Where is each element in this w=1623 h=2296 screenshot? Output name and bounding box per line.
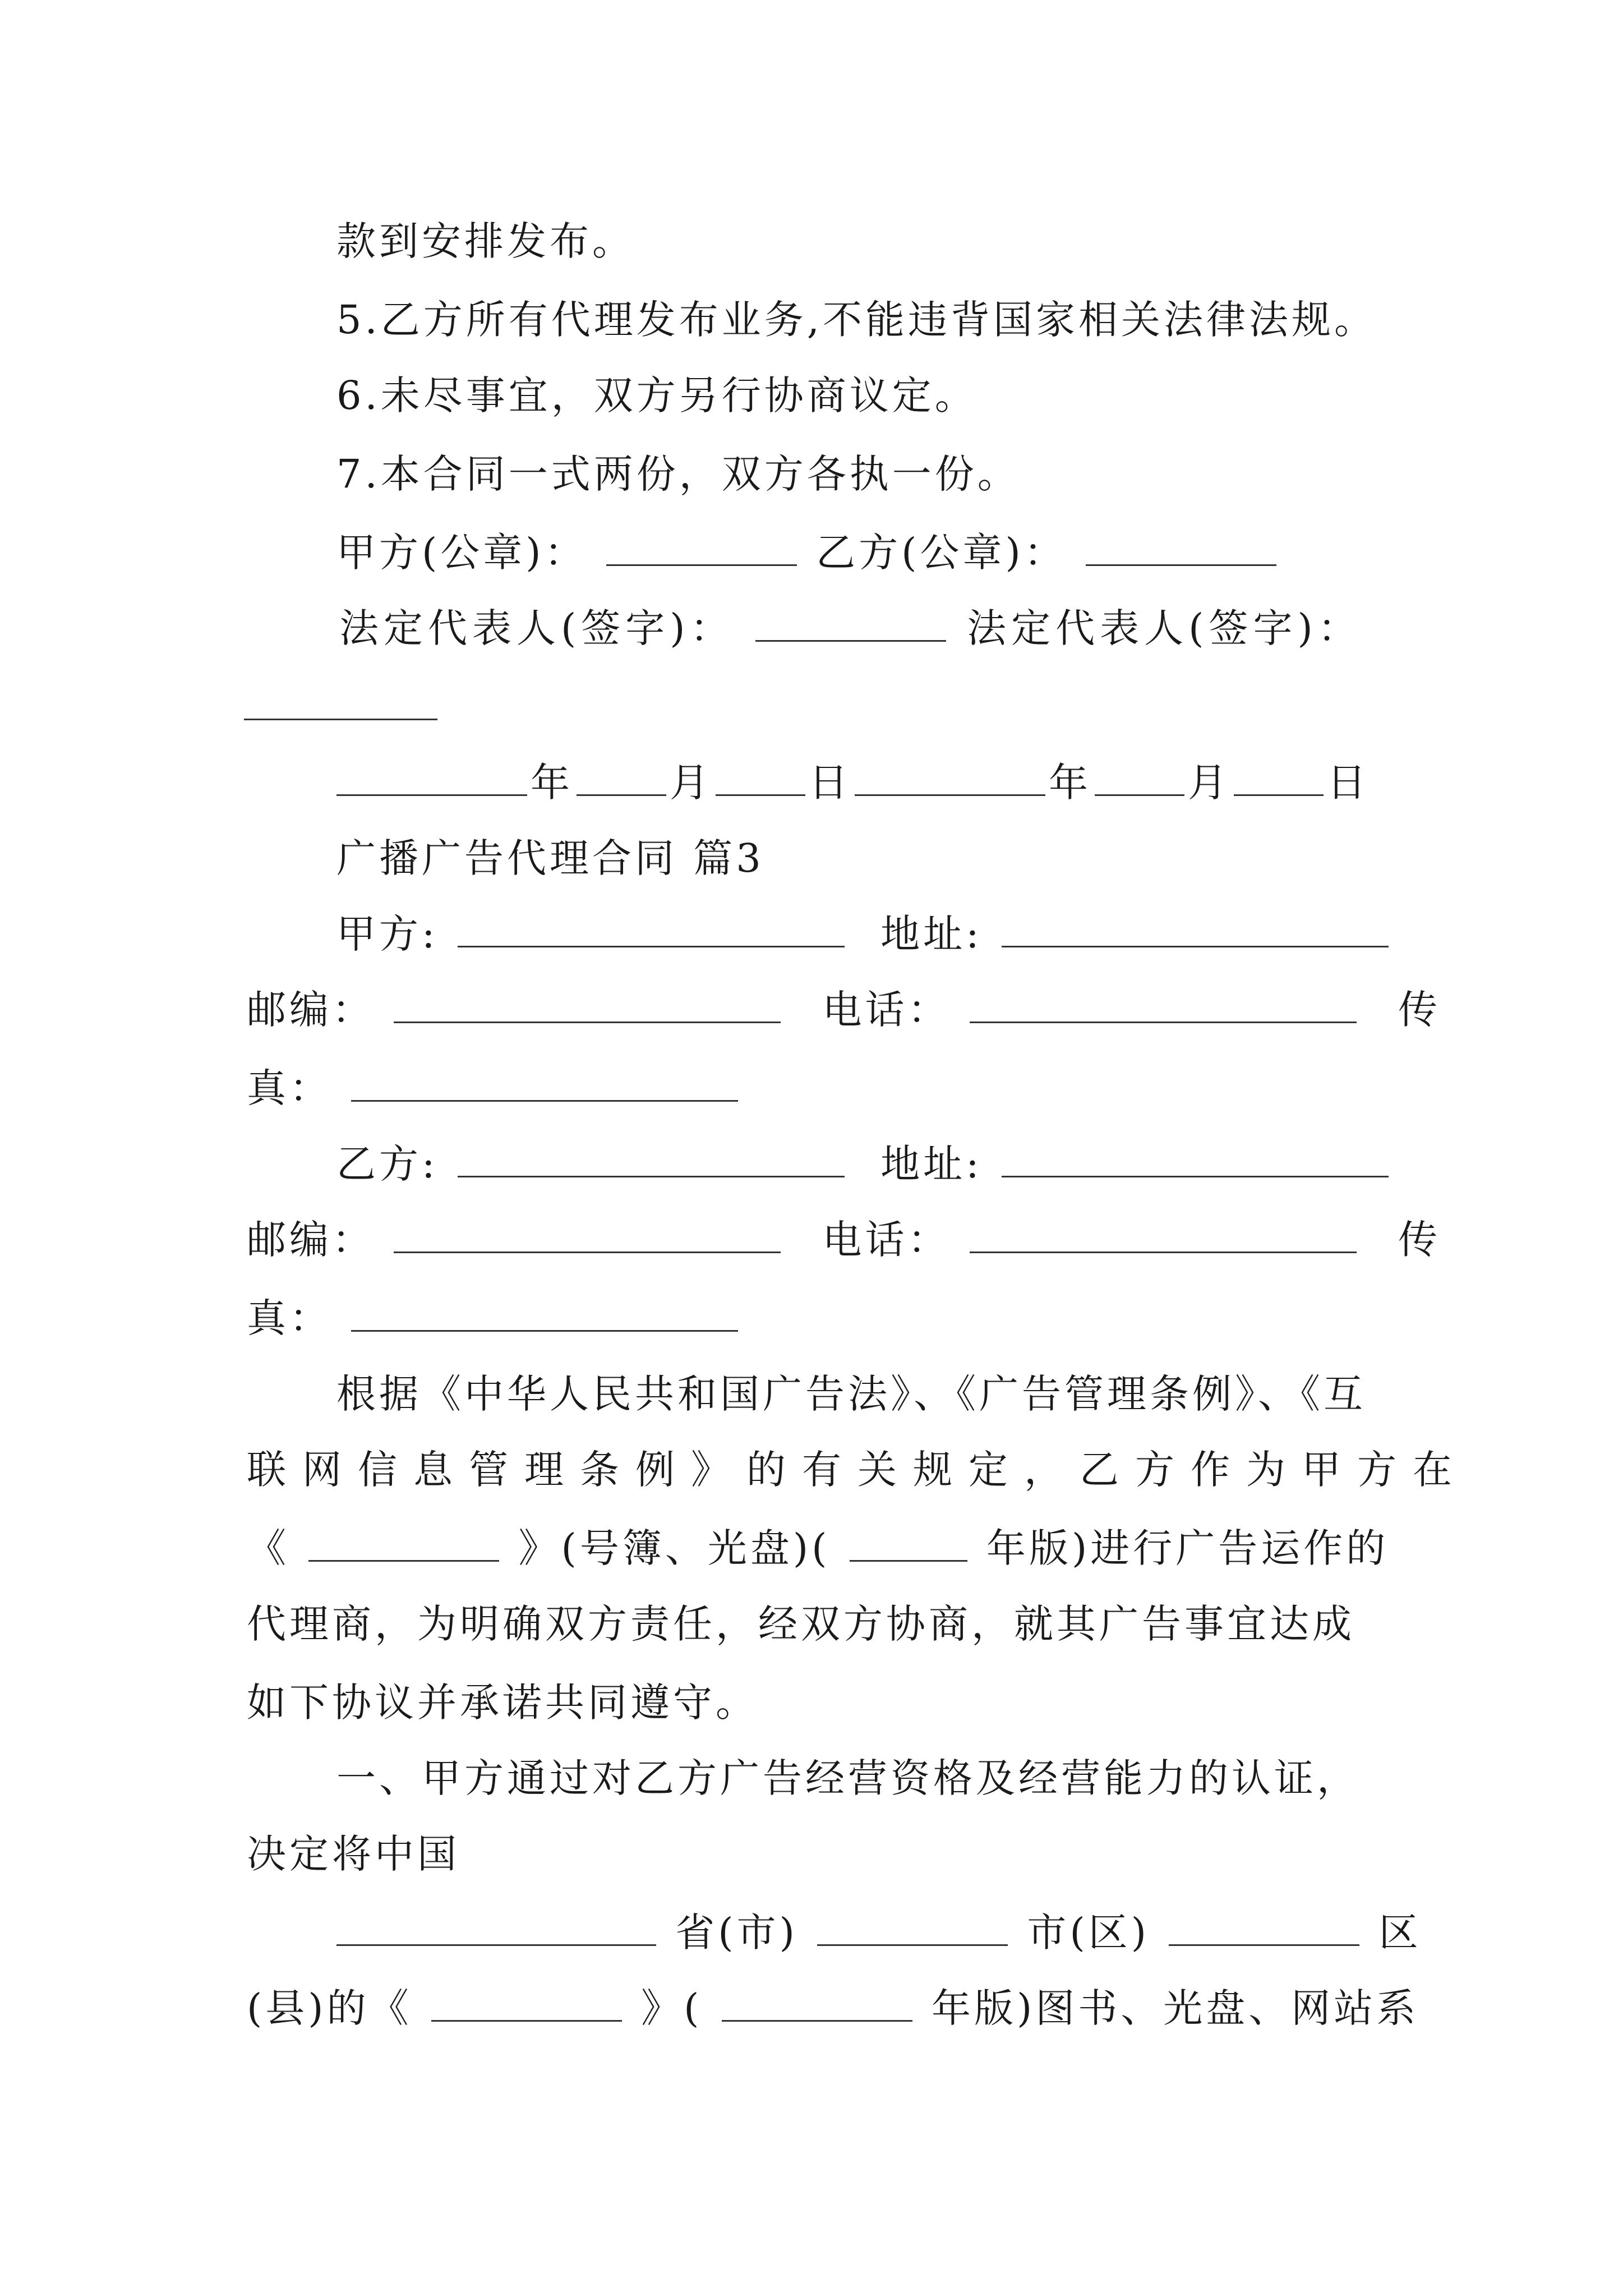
para1-line3	[247, 1520, 1389, 1576]
para1-text-3c: 年版)进行广告运作的	[986, 1525, 1389, 1571]
line-4	[336, 446, 1020, 502]
party-b-fax-line	[247, 1290, 741, 1346]
day-blank-b	[1234, 761, 1324, 796]
district-label: 区	[1378, 1910, 1422, 1955]
party-a-seal-blank	[606, 531, 797, 566]
para1-line2	[247, 1442, 1468, 1498]
year-label-a: 年	[531, 760, 573, 806]
party-b-rep-label: 法定代表人(签字)：	[967, 605, 1362, 651]
party-a-address-blank	[1002, 912, 1389, 947]
party-a-name-blank	[458, 912, 845, 947]
party-b-address-label: 地址:	[880, 1141, 983, 1187]
party-b-tel-label: 电话：	[822, 1217, 951, 1263]
party-a-fax-line	[247, 1060, 741, 1116]
section-title	[336, 830, 764, 886]
party-b-seal-blank	[1086, 531, 1276, 566]
party-b-label: 乙方:	[336, 1141, 439, 1187]
para1-text-5: 如下协议并承诺共同遵守。	[247, 1680, 758, 1726]
day-blank-a	[716, 761, 805, 796]
year-blank-b	[855, 761, 1045, 796]
party-b-contact-line	[247, 1212, 1441, 1268]
text-line-3: 6.未尽事宜，双方另行协商议定。	[336, 372, 978, 418]
year-label-b: 年	[1049, 760, 1091, 806]
para2-text-1: 一、甲方通过对乙方广告经营资格及经营能力的认证，	[336, 1755, 1359, 1801]
year-blank-a	[336, 761, 527, 796]
district-blank	[1169, 1911, 1359, 1946]
para1-text-2: 联网信息管理条例》的有关规定，乙方作为甲方在	[247, 1447, 1468, 1493]
party-a-zip-blank	[394, 988, 781, 1023]
month-label-b: 月	[1188, 760, 1230, 806]
party-b-fax-label-1: 传	[1398, 1217, 1441, 1263]
province-label: 省(市)	[675, 1910, 798, 1955]
party-a-fax-label-2: 真：	[247, 1065, 332, 1111]
day-label-b: 日	[1327, 760, 1370, 806]
para2-text-2: 决定将中国	[247, 1831, 460, 1877]
para2-line2	[247, 1826, 460, 1882]
party-a-seal-label: 甲方(公章)：	[336, 530, 587, 576]
line-3	[336, 367, 978, 424]
para1-line5	[247, 1674, 758, 1731]
para1-text-3a: 《	[247, 1525, 289, 1571]
para1-line4	[247, 1596, 1355, 1652]
party-b-line	[336, 1136, 1392, 1192]
party-b-name-blank	[458, 1142, 845, 1177]
party-b-zip-blank	[394, 1218, 781, 1253]
line-1	[336, 213, 635, 269]
text-line-1: 款到安排发布。	[336, 218, 635, 264]
text-line-2: 5.乙方所有代理发布业务,不能违背国家相关法律法规。	[336, 297, 1377, 343]
party-b-fax-label-2: 真：	[247, 1295, 332, 1341]
text-line-4: 7.本合同一式两份，双方各执一份。	[336, 451, 1020, 497]
month-blank-b	[1095, 761, 1184, 796]
party-a-fax-blank	[351, 1066, 738, 1102]
party-a-label: 甲方:	[336, 911, 439, 957]
city-blank	[817, 1911, 1008, 1946]
party-b-seal-label: 乙方(公章)：	[816, 530, 1067, 576]
party-a-tel-label: 电话：	[822, 987, 951, 1033]
party-a-fax-label-1: 传	[1398, 987, 1441, 1033]
book-title-blank	[431, 1986, 622, 2022]
para3-text-2b: 》(	[641, 1985, 703, 2031]
para1-text-3b: 》(号簿、光盘)(	[518, 1525, 831, 1571]
party-b-address-blank	[1002, 1142, 1389, 1177]
para1-text-4: 代理商，为明确双方责任，经双方协商，就其广告事宜达成	[247, 1601, 1355, 1647]
party-a-rep-label: 法定代表人(签字)：	[339, 605, 735, 651]
party-a-address-label: 地址:	[880, 911, 983, 957]
province-blank	[336, 1911, 656, 1946]
party-b-rep-blank	[244, 717, 437, 720]
party-b-fax-blank	[351, 1296, 738, 1332]
book-year-blank	[722, 1986, 912, 2022]
party-a-contact-line	[247, 982, 1441, 1038]
para3-line2	[247, 1980, 1419, 2036]
day-label-a: 日	[809, 760, 851, 806]
edition-year-blank	[850, 1526, 967, 1562]
month-label-a: 月	[670, 760, 712, 806]
party-b-zip-label: 邮编：	[247, 1217, 375, 1263]
contract-title: 广播广告代理合同 篇3	[336, 835, 764, 881]
para3-text-2c: 年版)图书、光盘、网站系	[932, 1985, 1419, 2031]
party-a-zip-label: 邮编：	[247, 987, 375, 1033]
para1-text-1: 根据《中华人民共和国广告法》、《广告管理条例》、《互	[336, 1371, 1366, 1417]
party-b-tel-blank	[970, 1218, 1357, 1253]
para1-line1	[336, 1366, 1366, 1422]
para2-line1	[336, 1750, 1359, 1806]
signature-line	[339, 600, 1362, 656]
para3-text-2a: (县)的《	[247, 1985, 412, 2031]
para3-line1	[336, 1904, 1422, 1961]
party-a-rep-blank	[755, 606, 946, 642]
date-line	[336, 754, 1370, 811]
line-2	[336, 292, 1377, 348]
party-a-tel-blank	[970, 988, 1357, 1023]
month-blank-a	[577, 761, 666, 796]
book-name-blank	[308, 1526, 499, 1562]
city-label: 市(区)	[1027, 1910, 1150, 1955]
party-a-line	[336, 906, 1392, 962]
seal-line	[336, 524, 1280, 581]
